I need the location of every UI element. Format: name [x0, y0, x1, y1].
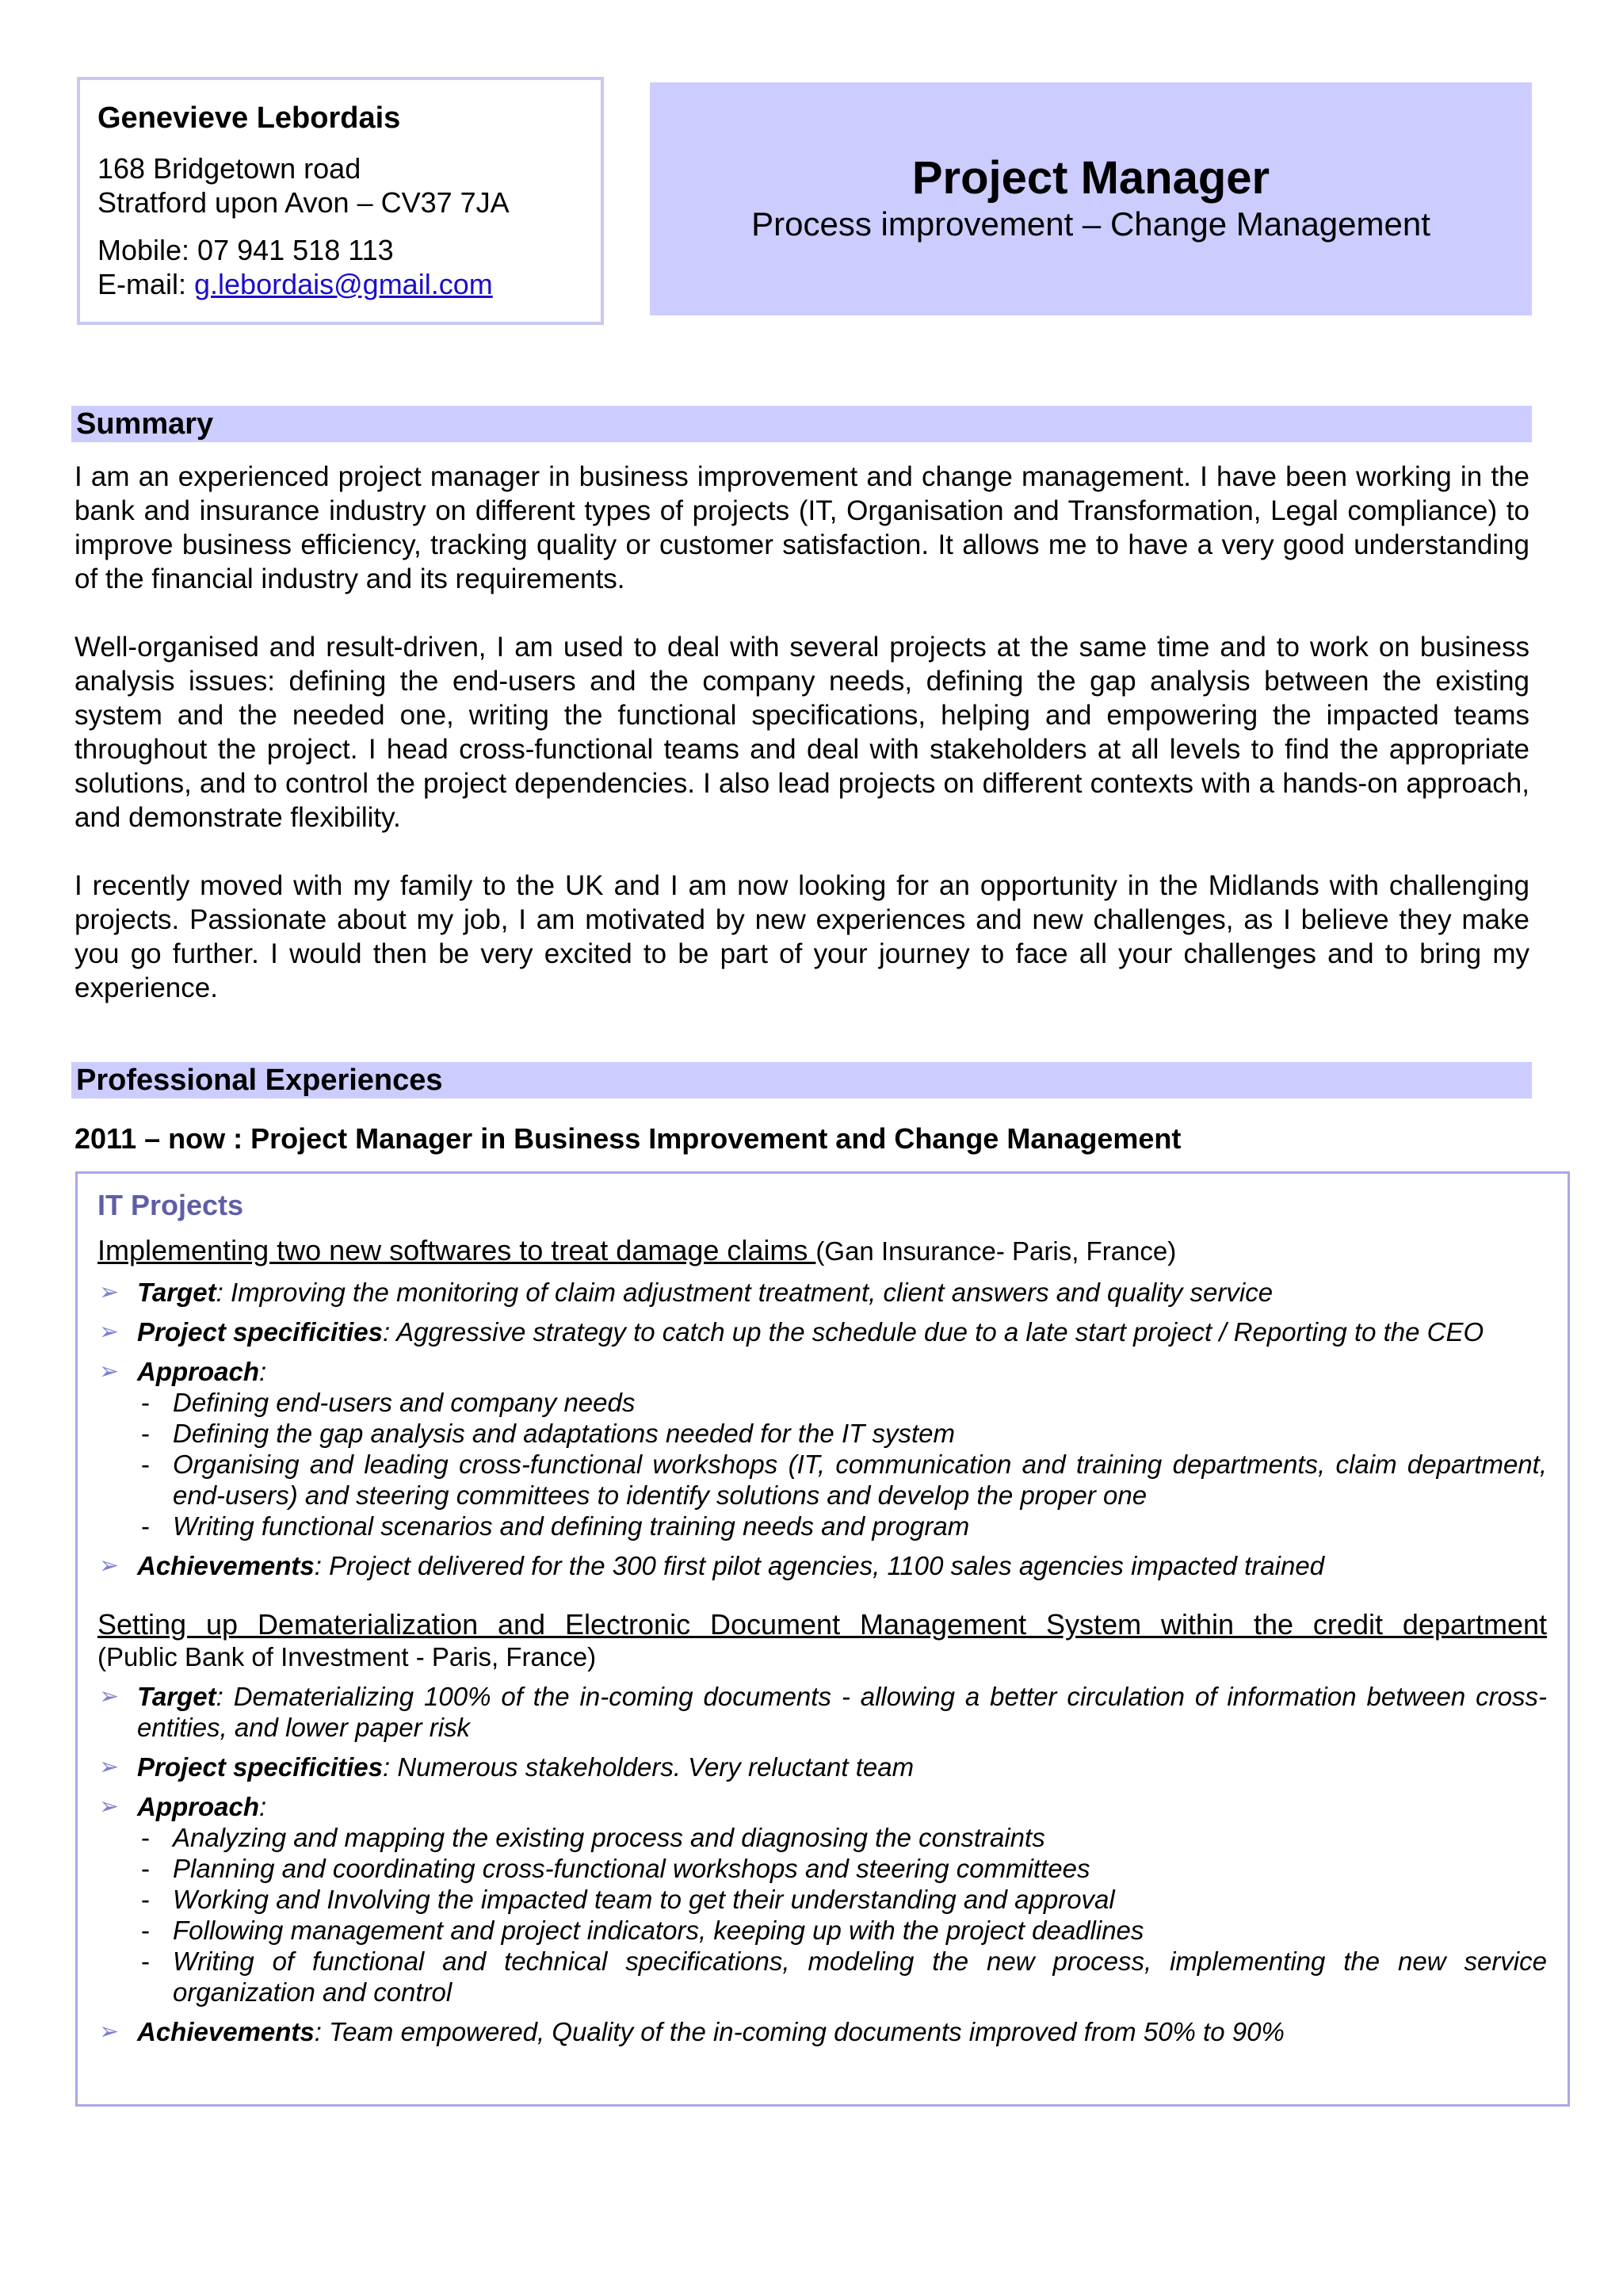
project-2-achievements: ➢ Achievements: Team empowered, Quality of the in-coming documents improved from 50% to 90% — [99, 2017, 1285, 2046]
contact-box — [77, 77, 604, 325]
contact-name: Genevieve Lebordais — [97, 101, 401, 135]
project-2-name: Setting up Dematerialization and Electronic Document Management System within the credit department — [97, 1608, 1547, 1641]
project-1-approach-list — [97, 1387, 1547, 1541]
email-label: E-mail: — [97, 268, 195, 300]
arrow-bullet-icon: ➢ — [99, 1794, 120, 1820]
category-it-projects: IT Projects — [97, 1189, 244, 1221]
summary-text — [74, 460, 1529, 1039]
arrow-bullet-icon: ➢ — [99, 1683, 120, 1710]
project-2-title — [97, 1608, 1547, 1641]
project-1-org: (Gan Insurance- Paris, France) — [815, 1236, 1177, 1266]
experience-heading: Professional Experiences — [71, 1062, 1532, 1098]
project-2-org: (Public Bank of Investment - Paris, France) — [97, 1642, 597, 1671]
address-line-2: Stratford upon Avon – CV37 7JA — [97, 186, 510, 219]
summary-paragraph-2: Well-organised and result-driven, I am used to deal with several projects at the same time and to work on business analysis issues: defining the end-users and the company needs, defining the gap analysis between the existing system and the needed one, writing the functional specifications, helping and empowering the impacted teams throughout the project. I head cross-functional teams and deal with stakeholders at all levels to find the appropriate solutions, and to control the project dependencies. I also lead projects on different contexts with a hands-on approach, and demonstrate flexibility. — [74, 632, 1529, 833]
email-line — [97, 267, 601, 301]
project-2-approach: ➢ Approach: — [99, 1792, 267, 1821]
project-2-approach-list — [97, 1822, 1547, 2008]
project-2-target: ➢ Target: Dematerializing 100% of the in-coming documents - allowing a better circulation of information between cross-entities, and lower paper risk — [99, 1682, 1547, 1742]
list-item: - Writing functional scenarios and defining training needs and program — [141, 1511, 970, 1541]
project-1-approach: ➢ Approach: — [99, 1357, 267, 1386]
job-subtitle: Process improvement – Change Management — [751, 205, 1430, 243]
mobile-number: Mobile: 07 941 518 113 — [97, 234, 394, 266]
summary-paragraph-1: I am an experienced project manager in business improvement and change management. I have been working in the bank and insurance industry on different types of projects (IT, Organisation and Transformation, Legal compliance) to improve business efficiency, tracking quality or customer satisfaction. It allows me to have a very good understanding of the financial industry and its requirements. — [74, 461, 1529, 594]
title-box — [650, 82, 1532, 315]
job-title: Project Manager — [911, 152, 1270, 204]
list-item: - Organising and leading cross-functional workshops (IT, communication and training departments, claim department, end-users) and steering committees to identify solutions and develop the proper one — [141, 1450, 1547, 1510]
summary-paragraph-3: I recently moved with my family to the UK and I am now looking for an opportunity in the Midlands with challenging projects. Passionate about my job, I am motivated by new experiences and new challenges, as I believe they make you go further. I would then be very excited to be part of your journey to face all your challenges and to bring my experience. — [74, 870, 1529, 1003]
email-link[interactable]: g.lebordais@gmail.com — [194, 268, 493, 300]
summary-heading: Summary — [71, 406, 1532, 442]
project-1-title — [97, 1234, 1547, 1268]
arrow-bullet-icon: ➢ — [99, 1553, 120, 1579]
list-item: - Analyzing and mapping the existing process and diagnosing the constraints — [141, 1823, 1045, 1852]
list-item: - Defining the gap analysis and adaptations needed for the IT system — [141, 1419, 955, 1448]
project-1-achievements: ➢ Achievements: Project delivered for the 300 first pilot agencies, 1100 sales agencies impacted trained — [99, 1551, 1325, 1580]
experience-box — [75, 1171, 1570, 2107]
address-line-1: 168 Bridgetown road — [97, 152, 361, 185]
list-item: - Writing of functional and technical specifications, modeling the new process, implementing the new service organization and control — [141, 1946, 1547, 2007]
arrow-bullet-icon: ➢ — [99, 1279, 120, 1305]
arrow-bullet-icon: ➢ — [99, 1754, 120, 1780]
project-1-target: ➢ Target: Improving the monitoring of claim adjustment treatment, client answers and quality service — [99, 1278, 1274, 1307]
list-item: - Planning and coordinating cross-functional workshops and steering committees — [141, 1854, 1090, 1883]
list-item: - Following management and project indicators, keeping up with the project deadlines — [141, 1916, 1144, 1945]
list-item: - Working and Involving the impacted team to get their understanding and approval — [141, 1885, 1115, 1914]
project-1-specificities: ➢ Project specificities: Aggressive strategy to catch up the schedule due to a late start project / Reporting to the CEO — [99, 1317, 1484, 1347]
list-item: - Defining end-users and company needs — [141, 1388, 636, 1417]
arrow-bullet-icon: ➢ — [99, 1319, 120, 1345]
arrow-bullet-icon: ➢ — [99, 2019, 120, 2045]
arrow-bullet-icon: ➢ — [99, 1358, 120, 1385]
role-heading: 2011 – now : Project Manager in Business Improvement and Change Management — [74, 1122, 1182, 1155]
project-1-name: Implementing two new softwares to treat damage claims — [97, 1234, 816, 1266]
project-2-specificities: ➢ Project specificities: Numerous stakeholders. Very reluctant team — [99, 1752, 915, 1782]
